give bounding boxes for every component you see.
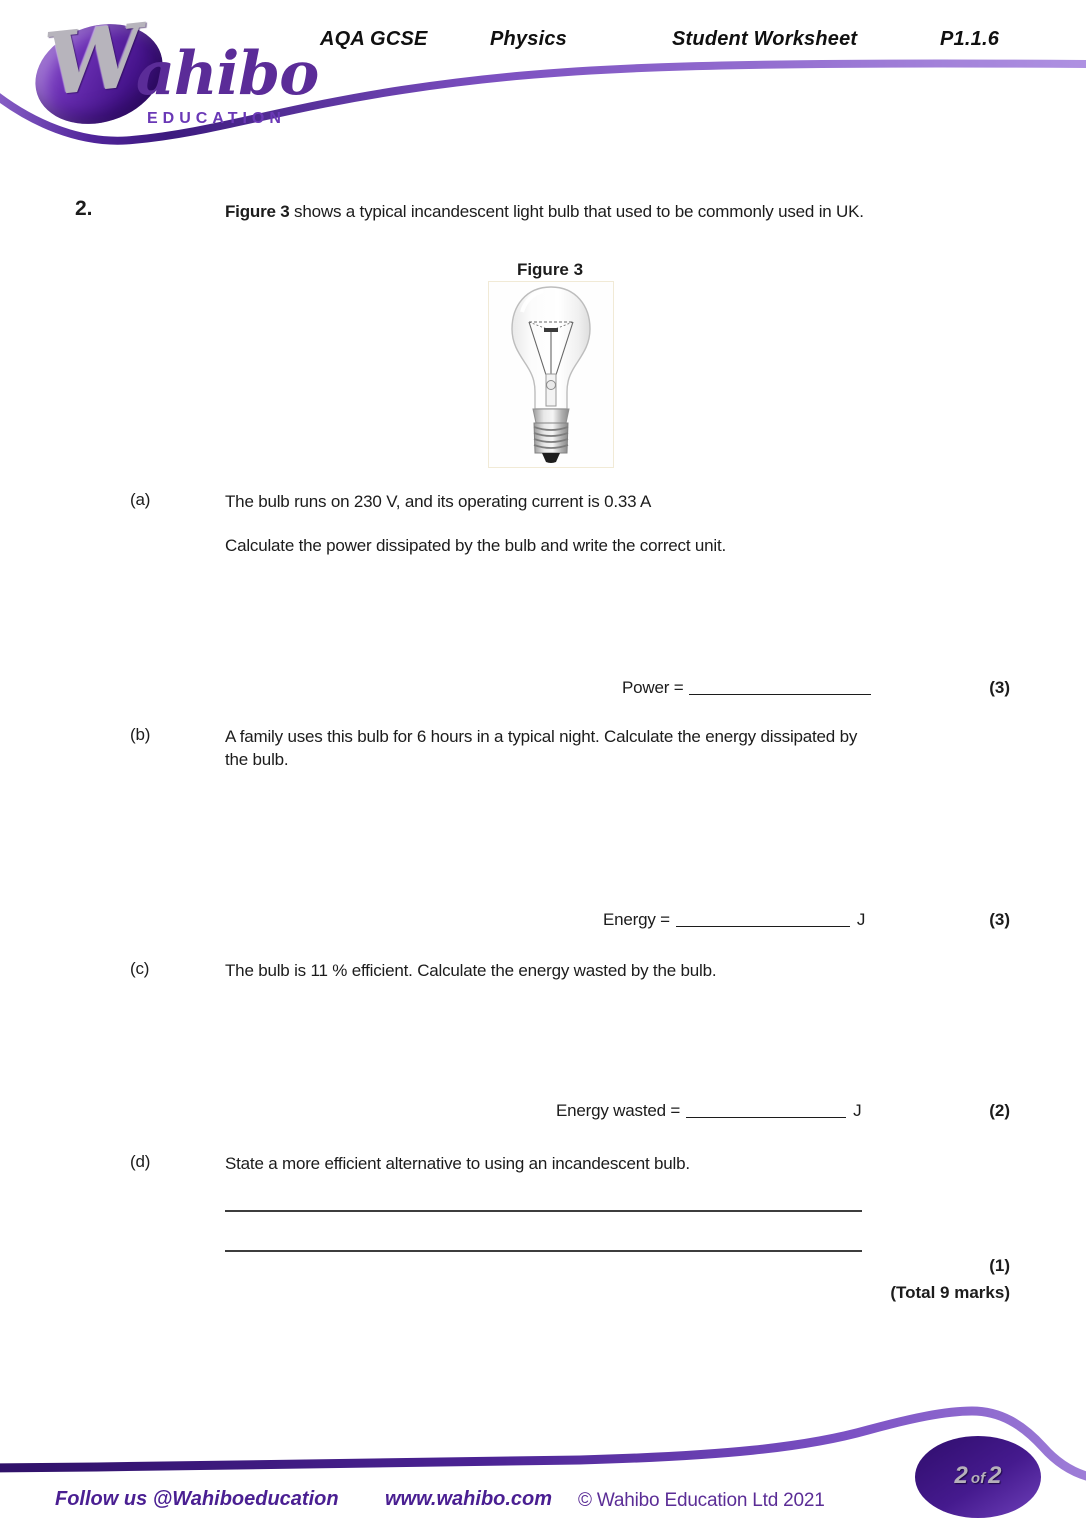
wahibo-logo-subtitle: EDUCATION <box>147 110 286 127</box>
footer-follow <box>55 1488 339 1511</box>
question-intro-text: shows a typical incandescent light bulb that used to be commonly used in UK. <box>289 202 864 221</box>
question-intro <box>225 200 877 223</box>
energy-wasted-answer-row <box>556 1101 861 1121</box>
light-bulb-image <box>488 281 614 468</box>
part-d-text: State a more efficient alternative to using an incandescent bulb. <box>225 1154 690 1173</box>
header-doc-type: Student Worksheet <box>672 28 858 50</box>
part-d-marks: (1) <box>989 1256 1010 1275</box>
incandescent-bulb-icon <box>489 282 613 467</box>
wahibo-logo-w: W <box>40 5 148 116</box>
header-subject: Physics <box>490 28 568 50</box>
energy-wasted-unit: J <box>853 1101 862 1120</box>
energy-answer-label: Energy = <box>603 910 670 929</box>
figure-ref-bold: Figure 3 <box>225 202 290 221</box>
header-ref: P1.1.6 <box>940 28 1000 50</box>
part-d-label: (d) <box>130 1152 151 1171</box>
total-marks: (Total 9 marks) <box>890 1283 1010 1302</box>
wahibo-logo-text: ahibo <box>136 39 319 109</box>
footer-follow-text: Follow us <box>55 1488 148 1510</box>
footer-website-link[interactable]: www.wahibo.com <box>385 1488 553 1510</box>
page-total: 2 <box>988 1462 1002 1489</box>
power-answer-blank[interactable] <box>689 679 871 695</box>
part-d-writing-line-1[interactable] <box>225 1210 862 1212</box>
part-a-label: (a) <box>130 490 151 509</box>
part-b-text: A family uses this bulb for 6 hours in a typical night. Calculate the energy dissipated by the bulb. <box>225 727 858 769</box>
part-c-text: The bulb is 11 % efficient. Calculate the energy wasted by the bulb. <box>225 961 717 980</box>
page-indicator <box>915 1462 1041 1490</box>
footer-copyright: © Wahibo Education Ltd 2021 <box>578 1490 825 1511</box>
part-c-label: (c) <box>130 959 150 978</box>
question-number: 2. <box>75 197 93 220</box>
part-b-label: (b) <box>130 725 151 744</box>
part-b-marks: (3) <box>989 910 1010 929</box>
part-a-text-1: The bulb runs on 230 V, and its operating current is 0.33 A <box>225 492 652 511</box>
power-answer-row <box>622 678 871 698</box>
part-a-marks: (3) <box>989 678 1010 697</box>
part-d-writing-line-2[interactable] <box>225 1250 862 1252</box>
energy-unit: J <box>856 910 866 929</box>
footer-social-handle[interactable]: @Wahiboeducation <box>152 1488 339 1510</box>
part-a-text-2: Calculate the power dissipated by the bulb and write the correct unit. <box>225 536 727 555</box>
energy-answer-blank[interactable] <box>676 911 850 927</box>
page-separator: of <box>970 1470 986 1487</box>
page-current: 2 <box>954 1462 968 1489</box>
figure-caption: Figure 3 <box>516 260 584 279</box>
energy-wasted-answer-blank[interactable] <box>686 1102 846 1118</box>
header-exam-board: AQA GCSE <box>320 28 428 50</box>
energy-wasted-answer-label: Energy wasted = <box>556 1101 681 1120</box>
part-c-marks: (2) <box>989 1101 1010 1120</box>
power-answer-label: Power = <box>622 678 684 697</box>
energy-answer-row <box>603 910 865 930</box>
